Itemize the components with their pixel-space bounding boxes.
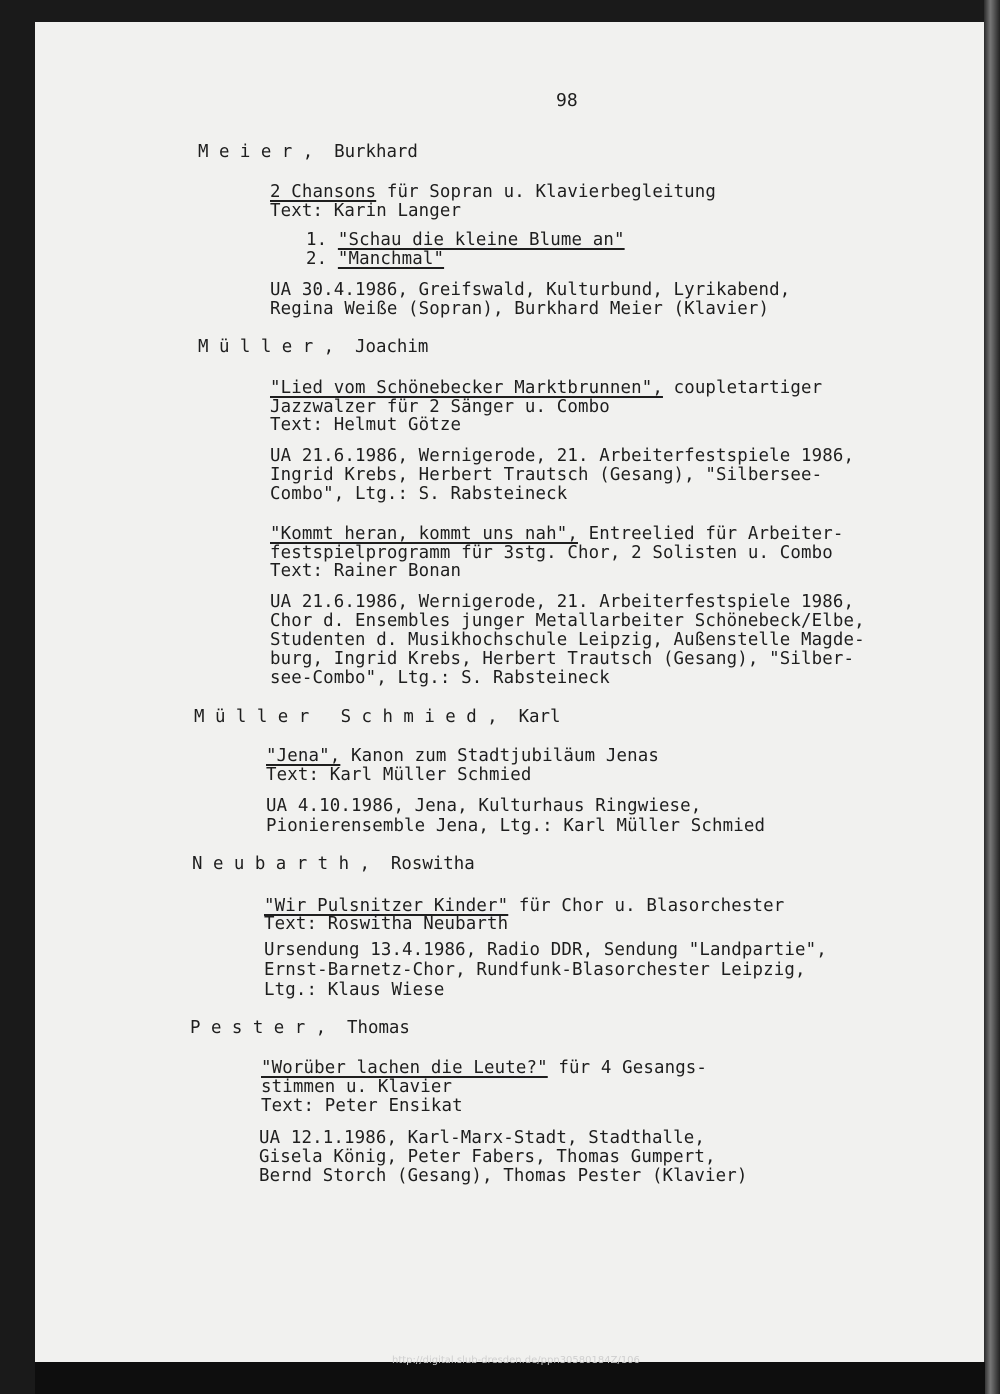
work-title: "Jena", bbox=[266, 746, 341, 766]
work-description: für 4 Gesangs- bbox=[547, 1058, 708, 1078]
work-text-author: Text: Karin Langer bbox=[270, 201, 462, 221]
premiere-line: UA 12.1.1986, Karl-Marx-Stadt, Stadthalle, bbox=[259, 1128, 706, 1148]
premiere-line: Ingrid Krebs, Herbert Trautsch (Gesang), "Silbersee- bbox=[270, 465, 823, 485]
footer-strip bbox=[35, 1362, 985, 1394]
book-edge bbox=[984, 0, 1000, 1394]
work-text-author: Text: Rainer Bonan bbox=[270, 561, 462, 581]
premiere-line: UA 21.6.1986, Wernigerode, 21. Arbeiterfestspiele 1986, bbox=[270, 446, 855, 466]
work-text-author: Text: Helmut Götze bbox=[270, 415, 462, 435]
work-description: für Chor u. Blasorchester bbox=[508, 896, 785, 916]
page-number: 98 bbox=[556, 90, 578, 111]
work-line bbox=[261, 1058, 707, 1078]
premiere-line: Ltg.: Klaus Wiese bbox=[264, 980, 445, 1000]
work-title: 2 Chansons bbox=[270, 182, 377, 202]
composer-name: M e i e r , Burkhard bbox=[198, 142, 418, 162]
premiere-line: Chor d. Ensembles junger Metallarbeiter Schönebeck/Elbe, bbox=[270, 611, 865, 631]
work-part: 1. "Schau die kleine Blume an" bbox=[306, 230, 625, 250]
work-description: Kanon zum Stadtjubiläum Jenas bbox=[340, 746, 659, 766]
work-line bbox=[270, 524, 844, 544]
premiere-line: UA 4.10.1986, Jena, Kulturhaus Ringwiese, bbox=[266, 796, 702, 816]
premiere-line: Gisela König, Peter Fabers, Thomas Gumpert, bbox=[259, 1147, 716, 1167]
work-line bbox=[270, 182, 716, 202]
premiere-line: Pionierensemble Jena, Ltg.: Karl Müller Schmied bbox=[266, 816, 766, 836]
work-text-author: Text: Roswitha Neubarth bbox=[264, 914, 509, 934]
premiere-line: UA 30.4.1986, Greifswald, Kulturbund, Lyrikabend, bbox=[270, 280, 791, 300]
premiere-line: UA 21.6.1986, Wernigerode, 21. Arbeiterfestspiele 1986, bbox=[270, 592, 855, 612]
premiere-line: Ernst-Barnetz-Chor, Rundfunk-Blasorchester Leipzig, bbox=[264, 960, 806, 980]
work-description: für Sopran u. Klavierbegleitung bbox=[376, 182, 717, 202]
composer-name: P e s t e r , Thomas bbox=[190, 1018, 410, 1038]
work-text-author: Text: Karl Müller Schmied bbox=[266, 765, 532, 785]
premiere-line: see-Combo", Ltg.: S. Rabsteineck bbox=[270, 668, 610, 688]
work-description-cont: stimmen u. Klavier bbox=[261, 1077, 453, 1097]
work-description-cont: Jazzwalzer für 2 Sänger u. Combo bbox=[270, 397, 610, 417]
premiere-line: Regina Weiße (Sopran), Burkhard Meier (Klavier) bbox=[270, 299, 770, 319]
work-description: coupletartiger bbox=[662, 378, 823, 398]
part-title: "Schau die kleine Blume an" bbox=[337, 230, 625, 250]
composer-name: N e u b a r t h , Roswitha bbox=[192, 854, 475, 874]
work-title: "Worüber lachen die Leute?" bbox=[261, 1058, 548, 1078]
work-description: Entreelied für Arbeiter- bbox=[577, 524, 844, 544]
composer-name: M ü l l e r , Joachim bbox=[198, 337, 429, 357]
work-title: "Kommt heran, kommt uns nah", bbox=[270, 524, 578, 544]
premiere-line: Ursendung 13.4.1986, Radio DDR, Sendung "Landpartie", bbox=[264, 940, 827, 960]
premiere-line: burg, Ingrid Krebs, Herbert Trautsch (Gesang), "Silber- bbox=[270, 649, 855, 669]
premiere-line: Combo", Ltg.: S. Rabsteineck bbox=[270, 484, 568, 504]
work-line bbox=[266, 746, 659, 766]
work-line bbox=[270, 378, 822, 398]
part-title: "Manchmal" bbox=[337, 249, 445, 269]
work-description-cont: festspielprogramm für 3stg. Chor, 2 Solisten u. Combo bbox=[270, 543, 833, 563]
premiere-line: Studenten d. Musikhochschule Leipzig, Außenstelle Magde- bbox=[270, 630, 865, 650]
work-line bbox=[264, 896, 784, 916]
premiere-line: Bernd Storch (Gesang), Thomas Pester (Klavier) bbox=[259, 1166, 748, 1186]
work-part: 2. "Manchmal" bbox=[306, 249, 445, 269]
composer-name: M ü l l e r S c h m i e d , Karl bbox=[194, 707, 561, 727]
work-title: "Wir Pulsnitzer Kinder" bbox=[264, 896, 509, 916]
work-text-author: Text: Peter Ensikat bbox=[261, 1096, 463, 1116]
work-title: "Lied vom Schönebecker Marktbrunnen", bbox=[270, 378, 663, 398]
footer-url[interactable]: http://digital.slub-dresden.de/ppn30580184Z/106 bbox=[392, 1355, 640, 1366]
